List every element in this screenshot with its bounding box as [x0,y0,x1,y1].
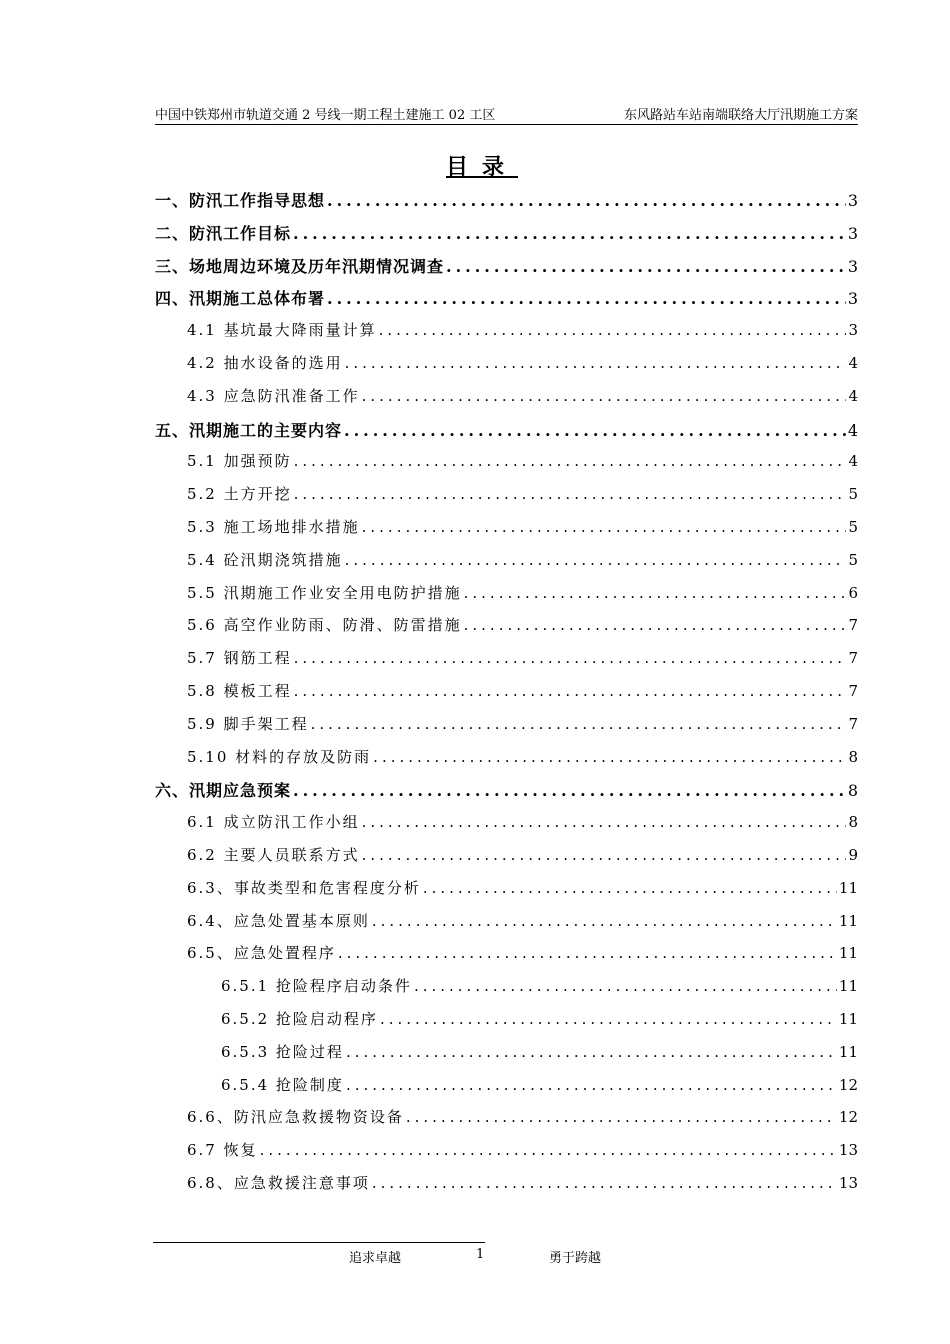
toc-entry-page: 3 [848,321,858,340]
toc-dot-leader [260,1141,837,1159]
toc-dot-leader [423,879,837,897]
toc-entry-label: 4.3 应急防汛准备工作 [187,386,360,405]
toc-entry[interactable] [155,746,858,779]
toc-entry[interactable] [155,844,858,877]
toc-entry-label: 5.9 脚手架工程 [187,714,309,733]
header-project-name: 中国中铁郑州市轨道交通 2 号线一期工程土建施工 02 工区 [155,108,496,123]
toc-entry-label: 6.5、应急处置程序 [187,944,336,963]
toc-dot-leader [362,518,847,536]
toc-entry-page: 13 [838,1173,858,1192]
toc-entry-page: 4 [847,420,858,440]
toc-entry-label: 6.2 主要人员联系方式 [187,845,360,864]
toc-entry-label: 6.7 恢复 [187,1141,258,1160]
toc-dot-leader [294,682,847,700]
toc-entry-page: 13 [838,1141,858,1160]
toc-entry-label: 6.3、事故类型和危害程度分析 [187,878,421,897]
toc-dot-leader [380,1010,837,1028]
toc-dot-leader [346,1043,837,1061]
header-document-title: 东风路站车站南端联络大厅汛期施工方案 [623,108,858,123]
toc-entry-page: 11 [838,944,858,963]
toc-entry-page: 4 [848,386,858,405]
toc-entry-label: 5.10 材料的存放及防雨 [187,747,372,766]
toc-entry-label: 5.7 钢筋工程 [187,649,292,668]
footer-page-number: 1 [476,1247,485,1262]
toc-entry-label: 五、汛期施工的主要内容 [155,420,343,440]
toc-entry-page: 8 [847,781,858,801]
toc-dot-leader [372,1174,837,1192]
toc-entry-label: 一、防汛工作指导思想 [155,191,326,210]
toc-entry-page: 11 [838,1009,858,1028]
toc-entry[interactable] [155,1041,858,1074]
toc-entry-page: 3 [847,289,858,309]
toc-entry[interactable] [155,516,858,549]
toc-entry-label: 六、汛期应急预案 [155,781,292,801]
toc-entry[interactable] [155,352,858,385]
toc-dot-leader [345,551,847,569]
toc-dot-leader [311,715,847,733]
footer-motto-left: 追求卓越 [349,1251,402,1266]
toc-entry-page: 8 [848,747,858,766]
toc-entry-label: 6.5.1 抢险程序启动条件 [221,977,412,996]
toc-entry-label: 6.4、应急处置基本原则 [187,911,370,930]
toc-dot-leader [414,977,837,995]
toc-entry[interactable] [155,418,858,451]
toc-entry-label: 6.6、防汛应急救援物资设备 [187,1108,404,1127]
toc-entry-label: 6.5.4 抢险制度 [221,1075,344,1094]
toc-entry-page: 7 [848,649,858,668]
footer-motto-right: 勇于跨越 [549,1251,602,1266]
toc-entry-page: 12 [838,1108,858,1127]
table-of-contents [155,188,858,1205]
toc-entry[interactable] [155,910,858,943]
toc-entry-page: 4 [848,353,858,372]
toc-entry[interactable] [155,680,858,713]
toc-entry[interactable] [155,942,858,975]
footer-divider [153,1242,485,1243]
toc-entry-label: 4.1 基坑最大降雨量计算 [187,321,377,340]
toc-entry-label: 四、汛期施工总体布署 [155,289,326,309]
toc-entry[interactable] [155,975,858,1008]
toc-entry-page: 3 [847,191,858,210]
toc-entry-page: 5 [848,485,858,504]
toc-entry-page: 11 [838,977,858,996]
toc-entry-label: 6.5.3 抢险过程 [221,1042,344,1061]
toc-dot-leader [293,224,846,243]
toc-entry-page: 7 [848,714,858,733]
toc-dot-leader [362,387,847,405]
toc-entry[interactable] [155,385,858,418]
toc-entry[interactable] [155,811,858,844]
toc-dot-leader [327,289,846,308]
toc-dot-leader [464,616,847,634]
toc-entry-label: 5.8 模板工程 [187,681,292,700]
toc-dot-leader [373,748,846,766]
toc-entry[interactable] [155,877,858,910]
toc-title: 目录 [445,154,518,180]
toc-entry-page: 11 [838,878,858,897]
toc-entry[interactable] [155,1139,858,1172]
toc-entry[interactable] [155,549,858,582]
toc-dot-leader [294,452,847,470]
toc-dot-leader [446,257,846,276]
toc-entry-label: 5.6 高空作业防雨、防滑、防雷措施 [187,616,462,635]
toc-entry-page: 11 [838,1042,858,1061]
toc-entry[interactable] [155,221,858,254]
toc-entry-label: 5.5 汛期施工作业安全用电防护措施 [187,583,462,602]
toc-dot-leader [346,1076,837,1094]
toc-dot-leader [362,813,847,831]
toc-dot-leader [372,912,837,930]
toc-entry-label: 二、防汛工作目标 [155,223,292,243]
toc-entry-label: 6.8、应急救援注意事项 [187,1173,370,1192]
toc-entry[interactable] [155,188,858,221]
toc-entry-page: 5 [848,517,858,536]
toc-entry-label: 6.1 成立防汛工作小组 [187,813,360,832]
toc-entry[interactable] [155,483,858,516]
toc-entry-page: 4 [848,452,858,471]
toc-entry-page: 3 [847,223,858,243]
toc-entry-page: 3 [847,256,858,276]
toc-entry-page: 12 [838,1075,858,1094]
toc-entry[interactable] [155,286,858,319]
toc-entry[interactable] [155,450,858,483]
toc-dot-leader [345,354,847,372]
toc-dot-leader [327,191,846,210]
toc-entry[interactable] [155,319,858,352]
toc-entry-page: 7 [848,616,858,635]
toc-entry-label: 5.3 施工场地排水措施 [187,517,360,536]
toc-entry-label: 三、场地周边环境及历年汛期情况调查 [155,256,445,276]
toc-entry-label: 5.1 加强预防 [187,452,292,471]
toc-entry[interactable] [155,582,858,615]
toc-entry-page: 6 [848,583,858,602]
toc-entry-label: 5.4 砼汛期浇筑措施 [187,550,343,569]
toc-entry[interactable] [155,254,858,287]
page-header [155,104,858,125]
toc-entry[interactable] [155,647,858,680]
toc-entry-label: 4.2 抽水设备的选用 [187,353,343,372]
toc-entry[interactable] [155,1008,858,1041]
toc-dot-leader [294,485,847,503]
toc-dot-leader [379,321,847,339]
toc-dot-leader [294,649,847,667]
toc-entry-page: 5 [848,550,858,569]
toc-dot-leader [362,846,847,864]
toc-dot-leader [338,944,837,962]
toc-entry[interactable] [155,778,858,811]
toc-dot-leader [344,421,846,440]
toc-entry-page: 11 [838,911,858,930]
toc-entry-label: 5.2 土方开挖 [187,485,292,504]
toc-dot-leader [406,1108,837,1126]
toc-dot-leader [293,781,846,800]
toc-entry-page: 9 [848,845,858,864]
toc-entry[interactable] [155,713,858,746]
toc-entry-label: 6.5.2 抢险启动程序 [221,1009,378,1028]
toc-entry[interactable] [155,614,858,647]
toc-entry[interactable] [155,1172,858,1205]
toc-dot-leader [464,584,847,602]
toc-entry-page: 7 [848,681,858,700]
toc-entry[interactable] [155,1074,858,1107]
toc-entry[interactable] [155,1106,858,1139]
toc-entry-page: 8 [848,813,858,832]
